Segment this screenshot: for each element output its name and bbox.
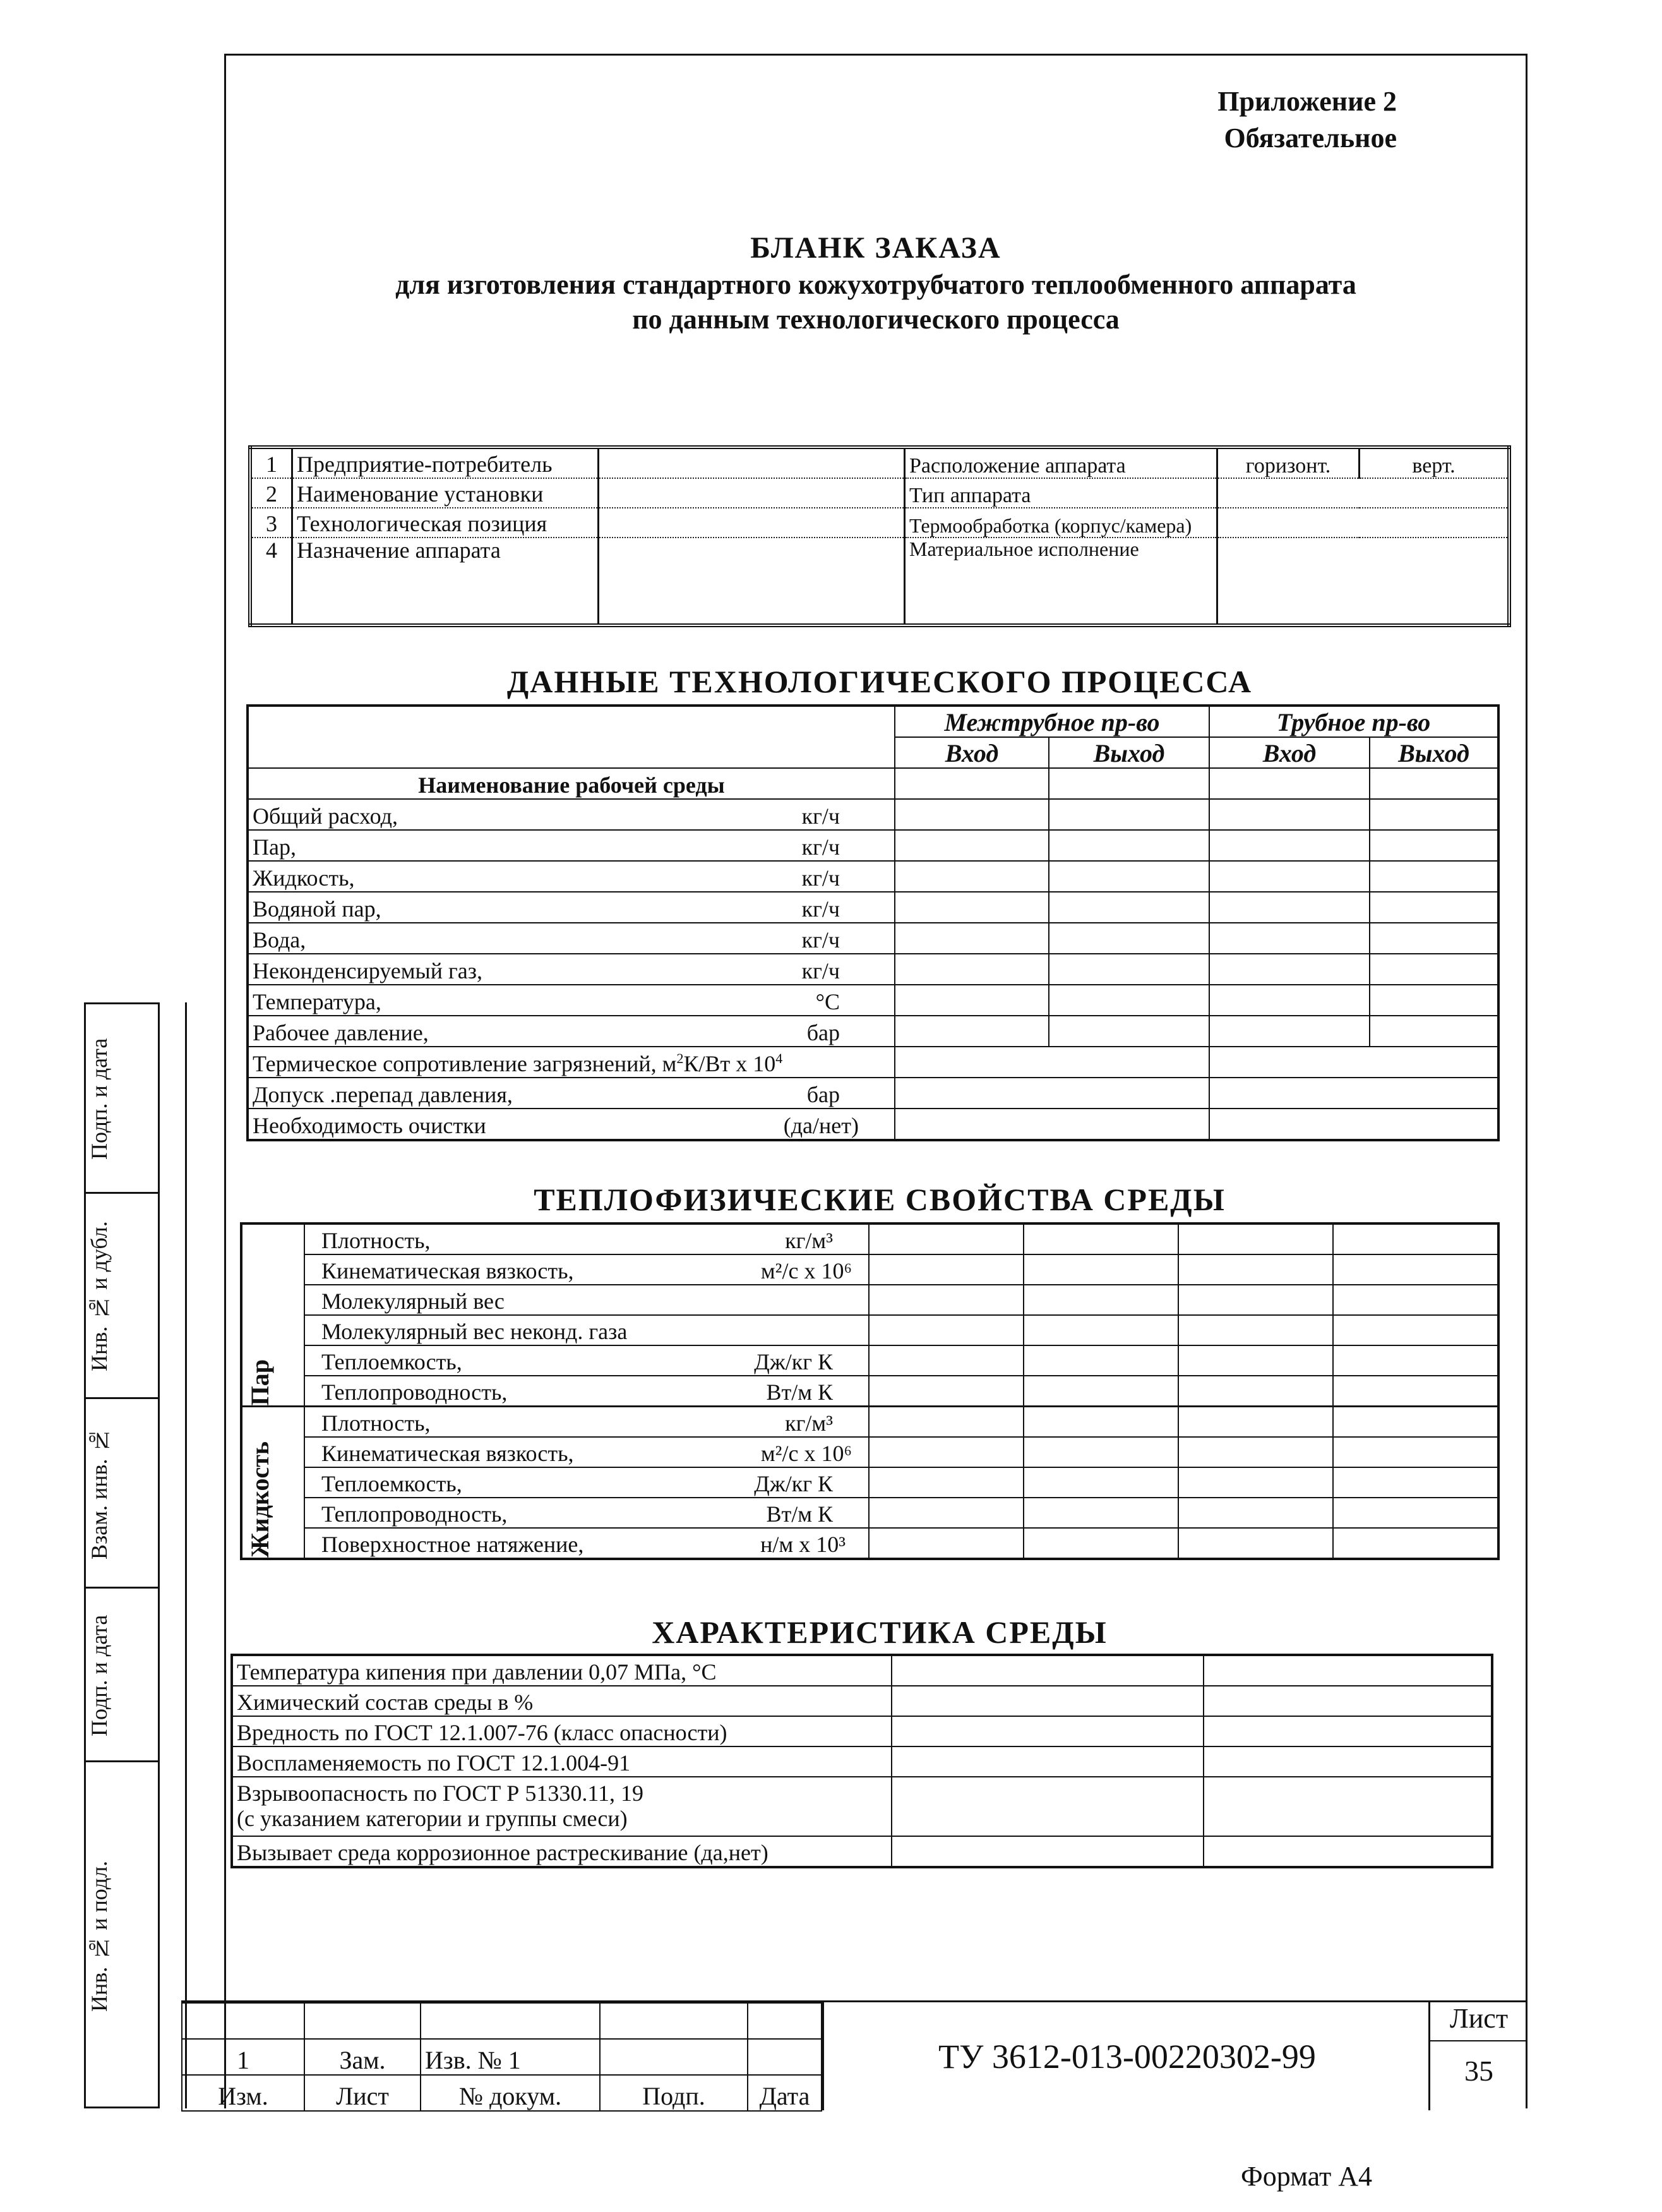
value-cell[interactable] [1209,954,1370,985]
value-cell[interactable] [1024,1437,1178,1467]
value-cell[interactable] [1209,799,1370,830]
value-cell[interactable] [1209,923,1370,954]
process-table [246,704,1500,1141]
value-cell[interactable] [1178,1437,1333,1467]
blank-cell [748,2039,822,2075]
sidebar-cell-inv-dup: Инв. № и дубл. [84,1192,160,1397]
value-cell[interactable] [1209,1047,1498,1078]
table-row [232,1777,1492,1836]
value-cell[interactable] [599,478,905,508]
value-cell[interactable] [869,1223,1024,1254]
sidebar-cell-replace-inv: Взам. инв. № [84,1397,160,1587]
revision-number: 1 [182,2039,304,2075]
value-cell[interactable] [1333,1254,1498,1285]
row-label: Молекулярный вес [304,1285,869,1315]
value-cell[interactable] [1333,1376,1498,1407]
table-row [241,1528,1498,1559]
value-cell[interactable] [869,1285,1024,1315]
thermo-section-title: ТЕПЛОФИЗИЧЕСКИЕ СВОЙСТВА СРЕДЫ [534,1182,1226,1217]
table-row [241,1498,1498,1528]
row-label: Температура, °C [248,985,895,1016]
document-code: ТУ 3612-013-00220302-99 [822,2002,1430,2110]
value-cell[interactable] [1209,1016,1370,1047]
vertical-option[interactable]: верт. [1360,447,1510,478]
value-cell[interactable] [1333,1437,1498,1467]
value-cell[interactable] [895,1016,1049,1047]
blank-cell [600,2039,748,2075]
value-cell[interactable] [1209,768,1370,799]
tube-side-header: Трубное пр-во [1209,706,1498,737]
form-subtitle-2: по данным технологического процесса [632,304,1120,335]
shell-inlet-header: Вход [895,737,1049,768]
value-cell[interactable] [892,1655,1204,1686]
row-label: Неконденсируемый газ, кг/ч [248,954,895,985]
medium-row-label: Воспламеняемость по ГОСТ 12.1.004-91 [232,1746,892,1777]
value-cell[interactable] [869,1437,1024,1467]
table-row [232,1746,1492,1777]
table-row [241,1437,1498,1467]
row-label: Технологическая позиция [292,508,599,538]
medium-section-title: ХАРАКТЕРИСТИКА СРЕДЫ [652,1614,1108,1650]
table-row [248,830,1498,861]
value-cell[interactable] [895,768,1049,799]
table-row [232,1686,1492,1716]
value-cell[interactable] [1204,1777,1492,1836]
row-number: 3 [250,508,292,538]
row-label: Жидкость, кг/ч [248,861,895,892]
value-cell[interactable] [1333,1467,1498,1498]
sheet-block [1428,2002,1527,2110]
value-cell[interactable] [1217,478,1510,508]
value-cell[interactable] [869,1315,1024,1345]
value-cell[interactable] [1049,799,1209,830]
sheet-label: Лист [1430,2002,1527,2041]
value-cell[interactable] [869,1376,1024,1407]
value-cell[interactable] [1217,538,1510,625]
medium-row-label: Вредность по ГОСТ 12.1.007-76 (класс опасности) [232,1716,892,1746]
right-label: Материальное исполнение [905,538,1217,625]
value-cell[interactable] [599,538,905,625]
table-row [241,1376,1498,1407]
value-cell[interactable] [1333,1528,1498,1559]
value-cell[interactable] [1024,1498,1178,1528]
value-cell[interactable] [1333,1315,1498,1345]
value-cell[interactable] [895,830,1049,861]
value-cell[interactable] [1370,861,1498,892]
value-cell[interactable] [599,447,905,478]
shell-side-header: Межтрубное пр-во [895,706,1209,737]
table-row [241,1223,1498,1254]
table-row [241,1254,1498,1285]
value-cell[interactable] [1024,1345,1178,1376]
row-label: Необходимость очистки (да/нет) [248,1109,895,1140]
revision-sheet: Зам. [304,2039,421,2075]
row-label: Допуск .перепад давления, бар [248,1078,895,1109]
value-cell[interactable] [1370,830,1498,861]
value-cell[interactable] [1204,1655,1492,1686]
value-cell[interactable] [1024,1223,1178,1254]
medium-row-label: Температура кипения при давлении 0,07 МПа, °С [232,1655,892,1686]
value-cell[interactable] [1370,954,1498,985]
general-row [250,478,1509,508]
value-cell[interactable] [1178,1376,1333,1407]
row-label: Водяной пар, кг/ч [248,892,895,923]
value-cell[interactable] [895,1109,1209,1140]
blank-cell [421,2003,600,2039]
value-cell[interactable] [1049,1016,1209,1047]
value-cell[interactable] [1370,799,1498,830]
table-row [248,923,1498,954]
value-cell[interactable] [1024,1528,1178,1559]
value-cell[interactable] [1333,1498,1498,1528]
blank-cell [600,2003,748,2039]
row-label: Наименование установки [292,478,599,508]
form-subtitle: для изготовления стандартного кожухотрубчатого теплообменного аппарата [395,269,1356,300]
table-row [241,1315,1498,1345]
value-cell[interactable] [895,985,1049,1016]
table-row [248,1016,1498,1047]
table-row [248,799,1498,830]
fouling-label: Термическое сопротивление загрязнений, $м^2К/Вт$ х $10^4$ [248,1047,895,1078]
row-number: 4 [250,538,292,625]
general-row [250,508,1509,538]
value-cell[interactable] [1209,1078,1498,1109]
value-cell[interactable] [1370,892,1498,923]
value-cell[interactable] [1204,1716,1492,1746]
value-cell[interactable] [1370,768,1498,799]
value-cell[interactable] [1049,923,1209,954]
value-cell[interactable] [1333,1285,1498,1315]
value-cell[interactable] [1209,861,1370,892]
medium-row-label: Взрывоопасность по ГОСТ Р 51330.11, 19 (с указанием категории и группы смеси) [232,1777,892,1836]
row-label: Теплопроводность, Вт/м К [304,1498,869,1528]
row-label: Пар, кг/ч [248,830,895,861]
header-blank [248,706,895,768]
table-row [232,1716,1492,1746]
steam-group: Пар [241,1223,304,1407]
value-cell[interactable] [1333,1223,1498,1254]
value-cell[interactable] [1024,1315,1178,1345]
right-label: Термообработка (корпус/камера) [905,508,1217,538]
revision-notice: Изв. № 1 [421,2039,600,2075]
mandatory-label: Обязательное [1224,123,1397,153]
value-cell[interactable] [1209,892,1370,923]
value-cell[interactable] [895,1078,1209,1109]
sidebar-cell-sign-date: Подп. и дата [84,1002,160,1192]
value-cell[interactable] [1049,954,1209,985]
value-cell[interactable] [1049,861,1209,892]
value-cell[interactable] [892,1746,1204,1777]
row-label: Рабочее давление, бар [248,1016,895,1047]
value-cell[interactable] [1178,1223,1333,1254]
row-label: Плотность, кг/м³ [304,1407,869,1438]
value-cell[interactable] [1204,1836,1492,1867]
value-cell[interactable] [1209,985,1370,1016]
value-cell[interactable] [1024,1407,1178,1438]
right-label: Расположение аппарата [905,447,1217,478]
row-label: Предприятие-потребитель [292,447,599,478]
value-cell[interactable] [1204,1686,1492,1716]
value-cell[interactable] [1024,1376,1178,1407]
sidebar-cell-sign-date-2: Подп. и дата [84,1587,160,1760]
blank-cell [304,2003,421,2039]
value-cell[interactable] [869,1345,1024,1376]
table-row [241,1345,1498,1376]
liquid-group: Жидкость [241,1407,304,1560]
table-row [248,1078,1498,1109]
value-cell[interactable] [869,1498,1024,1528]
value-cell[interactable] [1049,892,1209,923]
row-label: Кинематическая вязкость, м²/с х 10⁶ [304,1254,869,1285]
value-cell[interactable] [1209,830,1370,861]
value-cell[interactable] [892,1686,1204,1716]
value-cell[interactable] [1178,1254,1333,1285]
value-cell[interactable] [1209,1109,1498,1140]
value-cell[interactable] [1024,1285,1178,1315]
col-change: Изм. [182,2075,304,2111]
value-cell[interactable] [1178,1467,1333,1498]
value-cell[interactable] [892,1777,1204,1836]
value-cell[interactable] [1370,985,1498,1016]
revision-table [181,2002,822,2112]
medium-name-label: Наименование рабочей среды [248,768,895,799]
table-row [248,1047,1498,1078]
right-label: Тип аппарата [905,478,1217,508]
value-cell[interactable] [1178,1315,1333,1345]
medium-row-label: Химический состав среды в % [232,1686,892,1716]
row-label: Плотность, кг/м³ [304,1223,869,1254]
thermo-table [240,1222,1500,1560]
row-label: Общий расход, кг/ч [248,799,895,830]
table-row [248,954,1498,985]
value-cell[interactable] [895,861,1049,892]
value-cell[interactable] [1204,1746,1492,1777]
col-signature: Подп. [600,2075,748,2111]
table-row [241,1285,1498,1315]
value-cell[interactable] [1178,1498,1333,1528]
horizontal-option[interactable]: горизонт. [1217,447,1360,478]
table-row [241,1407,1498,1438]
table-row [248,768,1498,799]
general-info-table [248,445,1511,627]
table-row [248,861,1498,892]
value-cell[interactable] [895,923,1049,954]
value-cell[interactable] [1049,830,1209,861]
value-cell[interactable] [1024,1467,1178,1498]
row-label: Кинематическая вязкость, м²/с х 10⁶ [304,1437,869,1467]
value-cell[interactable] [892,1836,1204,1867]
sidebar-cell-inv-orig: Инв. № и подл. [84,1760,160,2108]
general-row [250,538,1509,625]
value-cell[interactable] [869,1467,1024,1498]
sheet-number: 35 [1464,2055,1493,2087]
value-cell[interactable] [1049,985,1209,1016]
form-title: БЛАНК ЗАКАЗА [750,231,1001,265]
table-row [232,1836,1492,1867]
table-row [248,892,1498,923]
value-cell[interactable] [895,892,1049,923]
row-label: Поверхностное натяжение, н/м х 10³ [304,1528,869,1559]
value-cell[interactable] [1178,1285,1333,1315]
table-row [248,1109,1498,1140]
title-block [181,2000,1527,2110]
shell-outlet-header: Выход [1049,737,1209,768]
general-row [250,447,1509,478]
blank-cell [182,2003,304,2039]
value-cell[interactable] [1333,1345,1498,1376]
paper-format: Формат А4 [1241,2161,1373,2192]
medium-table [230,1654,1493,1868]
appendix-label: Приложение 2 [1217,86,1397,117]
value-cell[interactable] [869,1254,1024,1285]
value-cell[interactable] [895,1047,1209,1078]
value-cell[interactable] [895,799,1049,830]
table-row [248,985,1498,1016]
row-label: Назначение аппарата [292,538,599,625]
value-cell[interactable] [599,508,905,538]
tube-inlet-header: Вход [1209,737,1370,768]
row-number: 1 [250,447,292,478]
row-label: Молекулярный вес неконд. газа [304,1315,869,1345]
value-cell[interactable] [1370,923,1498,954]
value-cell[interactable] [1178,1407,1333,1438]
row-label: Теплопроводность, Вт/м К [304,1376,869,1407]
table-row [241,1467,1498,1498]
process-section-title: ДАННЫЕ ТЕХНОЛОГИЧЕСКОГО ПРОЦЕССА [506,664,1253,699]
value-cell[interactable] [1024,1254,1178,1285]
sidebar-strip [160,1002,187,2108]
row-label: Теплоемкость, Дж/кг К [304,1345,869,1376]
value-cell[interactable] [1333,1407,1498,1438]
col-date: Дата [748,2075,822,2111]
value-cell[interactable] [892,1716,1204,1746]
col-sheet: Лист [304,2075,421,2111]
value-cell[interactable] [1178,1345,1333,1376]
blank-cell [748,2003,822,2039]
value-cell[interactable] [1217,508,1510,538]
value-cell[interactable] [869,1407,1024,1438]
table-row [232,1655,1492,1686]
row-label: Теплоемкость, Дж/кг К [304,1467,869,1498]
tube-outlet-header: Выход [1370,737,1498,768]
col-doc-number: № докум. [421,2075,600,2111]
value-cell[interactable] [1178,1528,1333,1559]
value-cell[interactable] [869,1528,1024,1559]
row-number: 2 [250,478,292,508]
value-cell[interactable] [895,954,1049,985]
medium-row-label: Вызывает среда коррозионное растрескивание (да,нет) [232,1836,892,1867]
row-label: Вода, кг/ч [248,923,895,954]
value-cell[interactable] [1370,1016,1498,1047]
value-cell[interactable] [1049,768,1209,799]
